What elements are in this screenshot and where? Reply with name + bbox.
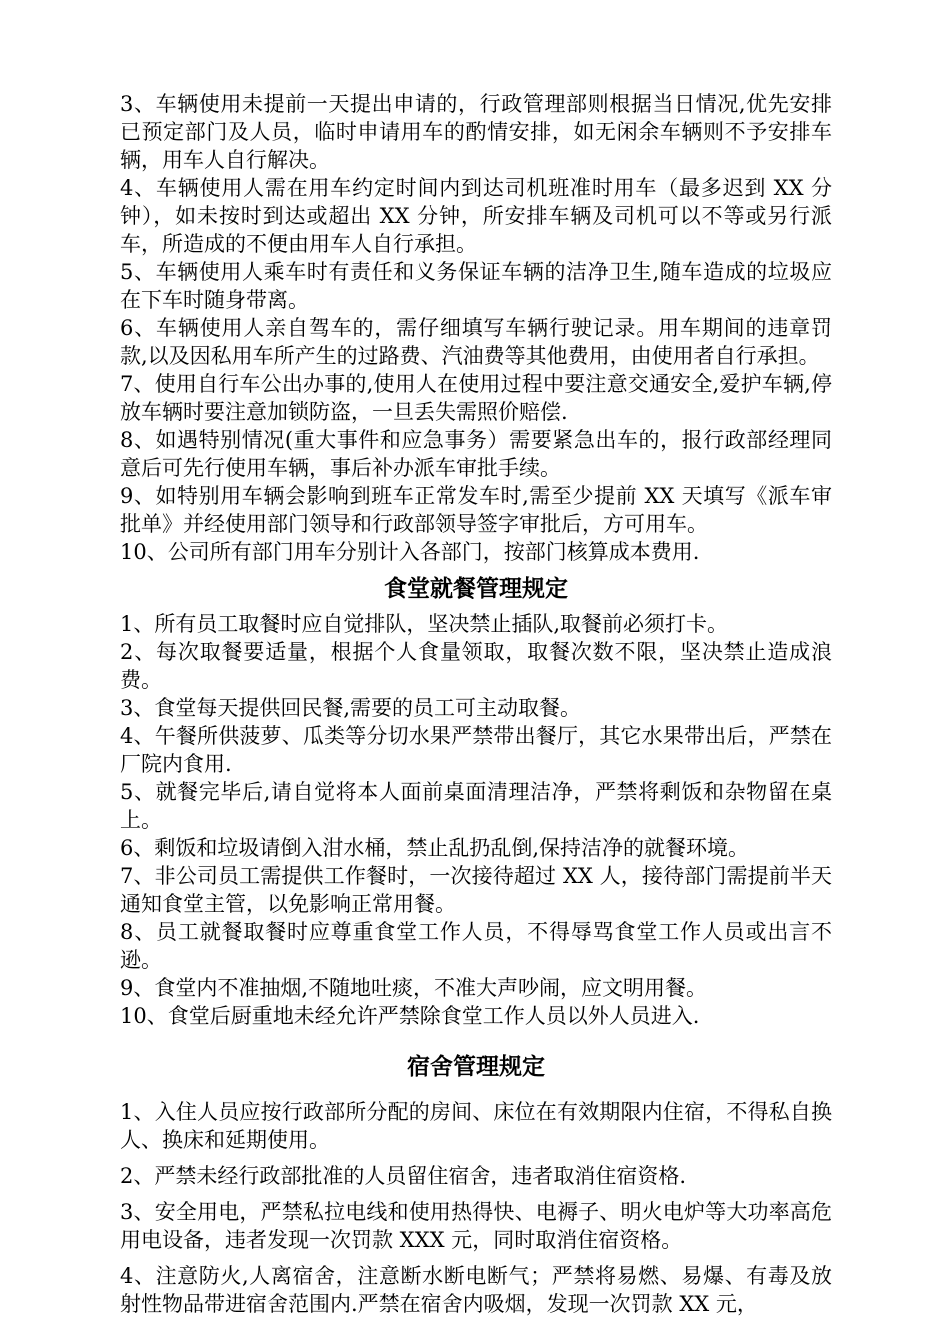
vehicle-rule-7: 7、使用自行车公出办事的,使用人在使用过程中要注意交通安全,爱护车辆,停放车辆时要注意加锁防盗，一旦丢失需照价赔偿. [120,372,832,424]
canteen-rule-9: 9、食堂内不准抽烟,不随地吐痰，不准大声吵闹，应文明用餐。 [120,976,708,1000]
vehicle-rule-3: 3、车辆使用未提前一天提出申请的，行政管理部则根据当日情况,优先安排已预定部门及人员，临时申请用车的酌情安排，如无闲余车辆则不予安排车辆，用车人自行解决。 [120,92,832,172]
vehicle-rule-9: 9、如特别用车辆会影响到班车正常发车时,需至少提前 XX 天填写《派车审批单》并经使用部门领导和行政部领导签字审批后，方可用车。 [120,484,832,536]
vehicle-rule-10: 10、公司所有部门用车分别计入各部门，按部门核算成本费用. [120,540,700,564]
dorm-rule-4: 4、注意防火,人离宿舍，注意断水断电断气；严禁将易燃、易爆、有毒及放射性物品带进宿舍范围内.严禁在宿舍内吸烟，发现一次罚款 XX 元， [120,1264,832,1316]
dorm-rule-1: 1、入住人员应按行政部所分配的房间、床位在有效期限内住宿，不得私自换人、换床和延期使用。 [120,1100,832,1152]
canteen-rule-5: 5、就餐完毕后,请自觉将本人面前桌面清理洁净，严禁将剩饭和杂物留在桌上。 [120,780,832,832]
dorm-section-title: 宿舍管理规定 [407,1054,545,1080]
canteen-rule-3: 3、食堂每天提供回民餐,需要的员工可主动取餐。 [120,696,582,720]
vehicle-rules-section [120,90,832,566]
vehicle-rule-8: 8、如遇特别情况(重大事件和应急事务）需要紧急出车的，报行政部经理同意后可先行使用车辆，事后补办派车审批手续。 [120,428,832,480]
canteen-section-title: 食堂就餐管理规定 [384,576,568,602]
canteen-rule-4: 4、午餐所供菠萝、瓜类等分切水果严禁带出餐厅，其它水果带出后，严禁在厂院内食用. [120,724,832,776]
vehicle-rule-4: 4、车辆使用人需在用车约定时间内到达司机班准时用车（最多迟到 XX 分钟），如未按时到达或超出 XX 分钟，所安排车辆及司机可以不等或另行派车，所造成的不便由用车人自行承担。 [120,176,832,256]
dorm-rule-3: 3、安全用电，严禁私拉电线和使用热得快、电褥子、明火电炉等大功率高危用电设备，违者发现一次罚款 XXX 元，同时取消住宿资格。 [120,1200,832,1252]
canteen-rule-2: 2、每次取餐要适量，根据个人食量领取，取餐次数不限，坚决禁止造成浪费。 [120,640,832,692]
vehicle-rule-5: 5、车辆使用人乘车时有责任和义务保证车辆的洁净卫生,随车造成的垃圾应在下车时随身带离。 [120,260,832,312]
canteen-rule-7: 7、非公司员工需提供工作餐时，一次接待超过 XX 人，接待部门需提前半天通知食堂主管，以免影响正常用餐。 [120,864,832,916]
canteen-rule-10: 10、食堂后厨重地未经允许严禁除食堂工作人员以外人员进入. [120,1004,700,1028]
canteen-rule-1: 1、所有员工取餐时应自觉排队，坚决禁止插队,取餐前必须打卡。 [120,612,729,636]
document-page [120,90,832,1326]
dorm-rule-2: 2、严禁未经行政部批准的人员留住宿舍，违者取消住宿资格. [120,1164,687,1188]
canteen-rule-6: 6、剩饭和垃圾请倒入泔水桶，禁止乱扔乱倒,保持洁净的就餐环境。 [120,836,750,860]
dorm-rules-section [120,1098,832,1318]
canteen-rules-section [120,610,832,1030]
canteen-rule-8: 8、员工就餐取餐时应尊重食堂工作人员，不得辱骂食堂工作人员或出言不逊。 [120,920,832,972]
vehicle-rule-6: 6、车辆使用人亲自驾车的，需仔细填写车辆行驶记录。用车期间的违章罚款,以及因私用车所产生的过路费、汽油费等其他费用，由使用者自行承担。 [120,316,832,368]
